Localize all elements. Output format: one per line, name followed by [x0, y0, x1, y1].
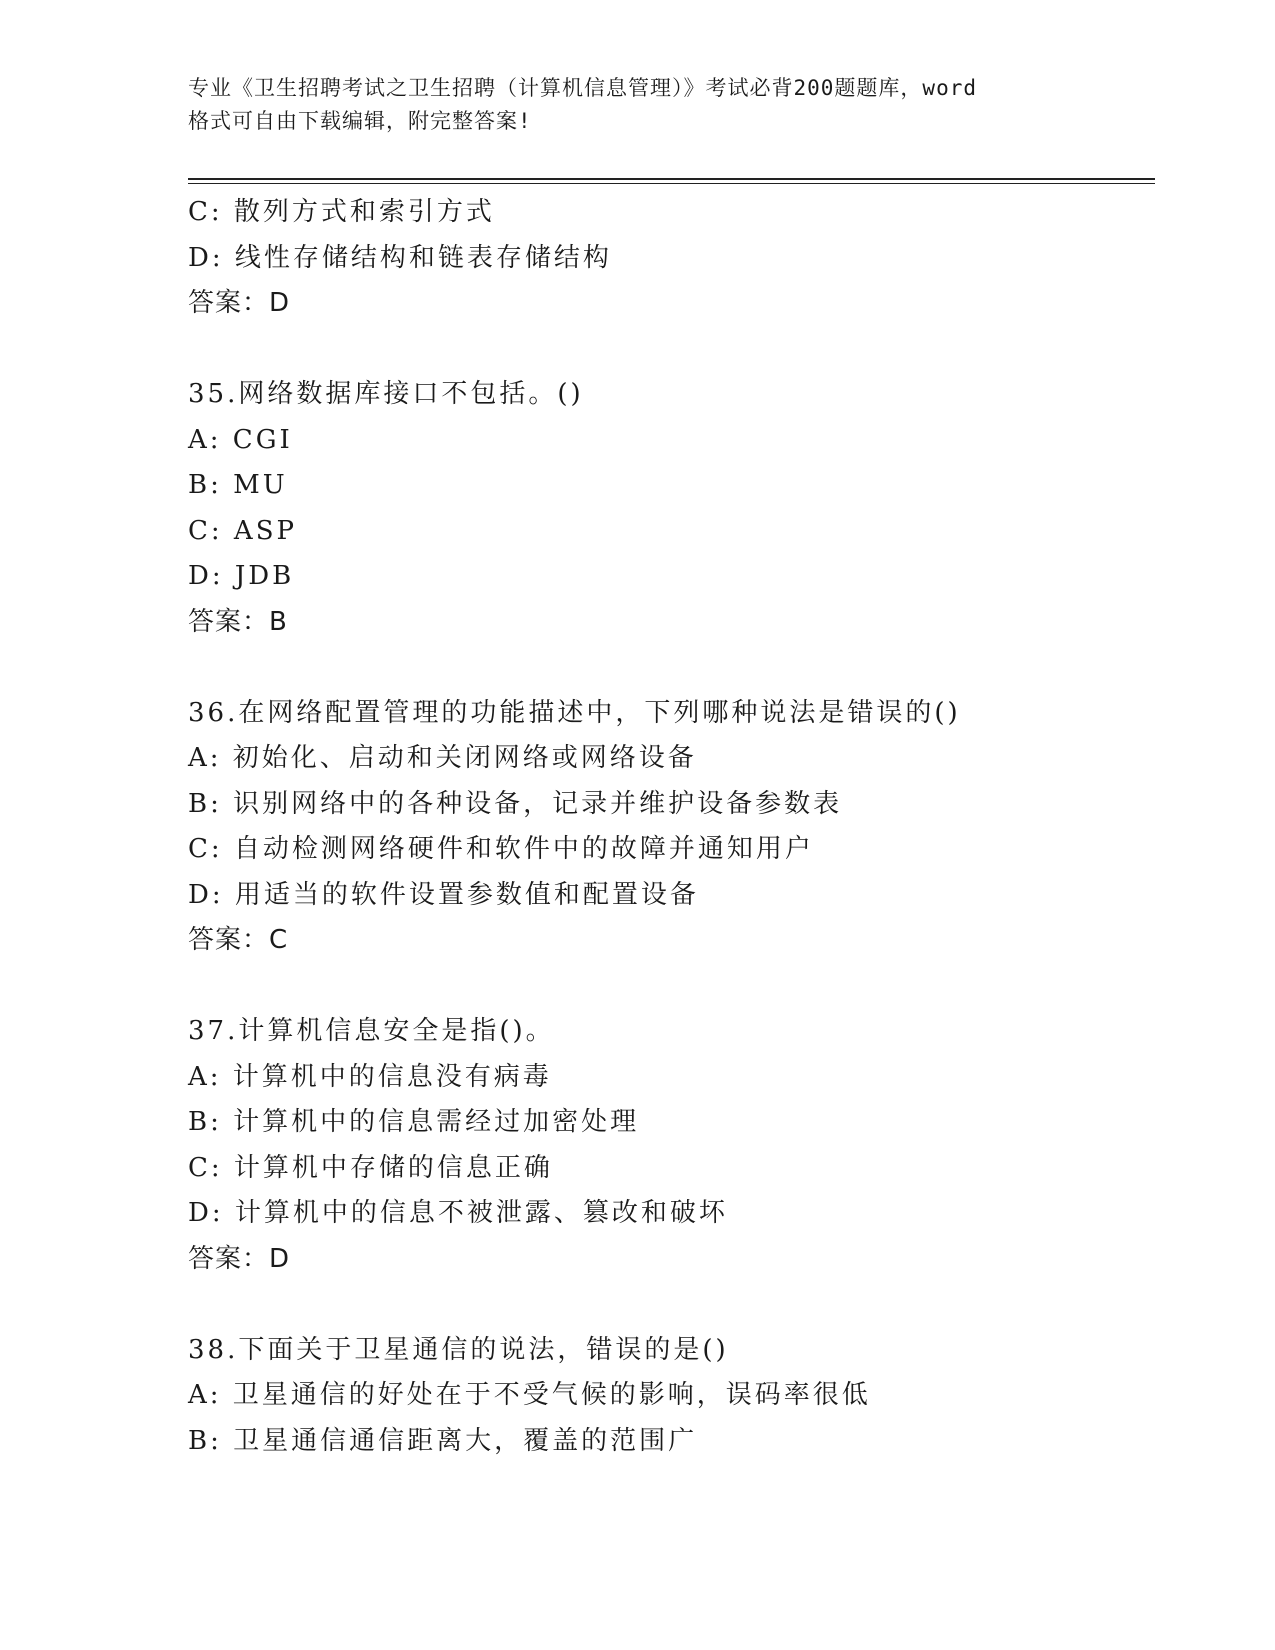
header-title-line-2: 格式可自由下载编辑，附完整答案!: [188, 109, 532, 133]
header-divider-top: [188, 178, 1155, 180]
option-b: B: MU: [188, 470, 288, 500]
header-divider-bottom: [188, 183, 1155, 184]
question-stem: 38.下面关于卫星通信的说法，错误的是(): [188, 1334, 729, 1365]
option-a: A: 初始化、启动和关闭网络或网络设备: [188, 743, 697, 773]
spacer: [188, 964, 1148, 1010]
option-c: C: 自动检测网络硬件和软件中的故障并通知用户: [188, 834, 814, 864]
option-a: A: 卫星通信的好处在于不受气候的影响，误码率很低: [188, 1380, 871, 1410]
option-b: B: 卫星通信通信距离大，覆盖的范围广: [188, 1425, 698, 1456]
spacer: [188, 1282, 1148, 1328]
option-d: D: JDB: [188, 561, 295, 591]
spacer: [188, 645, 1148, 691]
spacer: [188, 327, 1148, 373]
answer: 答案：C: [188, 925, 289, 955]
question-list: [188, 190, 1148, 1464]
option-a: A: 计算机中的信息没有病毒: [188, 1061, 552, 1092]
option-c: C: 计算机中存储的信息正确: [188, 1152, 553, 1183]
option-c: C: 散列方式和索引方式: [188, 197, 495, 227]
option-b: B: 计算机中的信息需经过加密处理: [188, 1107, 640, 1137]
answer: 答案：D: [188, 288, 291, 318]
option-a: A: CGI: [188, 424, 293, 455]
question-stem: 36.在网络配置管理的功能描述中，下列哪种说法是错误的(): [188, 697, 961, 728]
option-d: D: 计算机中的信息不被泄露、篡改和破坏: [188, 1198, 728, 1228]
option-d: D: 用适当的软件设置参数值和配置设备: [188, 879, 699, 910]
question-stem: 35.网络数据库接口不包括。(): [188, 379, 584, 409]
option-b: B: 识别网络中的各种设备，记录并维护设备参数表: [188, 788, 843, 819]
option-d: D: 线性存储结构和链表存储结构: [188, 242, 612, 273]
document-header: [188, 72, 1088, 138]
option-c: C: ASP: [188, 515, 297, 546]
header-title-line-1: 专业《卫生招聘考试之卫生招聘（计算机信息管理）》考试必背200题题库，word: [188, 76, 977, 100]
answer: 答案：D: [188, 1243, 291, 1274]
answer: 答案：B: [188, 606, 288, 637]
question-stem: 37.计算机信息安全是指()。: [188, 1016, 555, 1046]
